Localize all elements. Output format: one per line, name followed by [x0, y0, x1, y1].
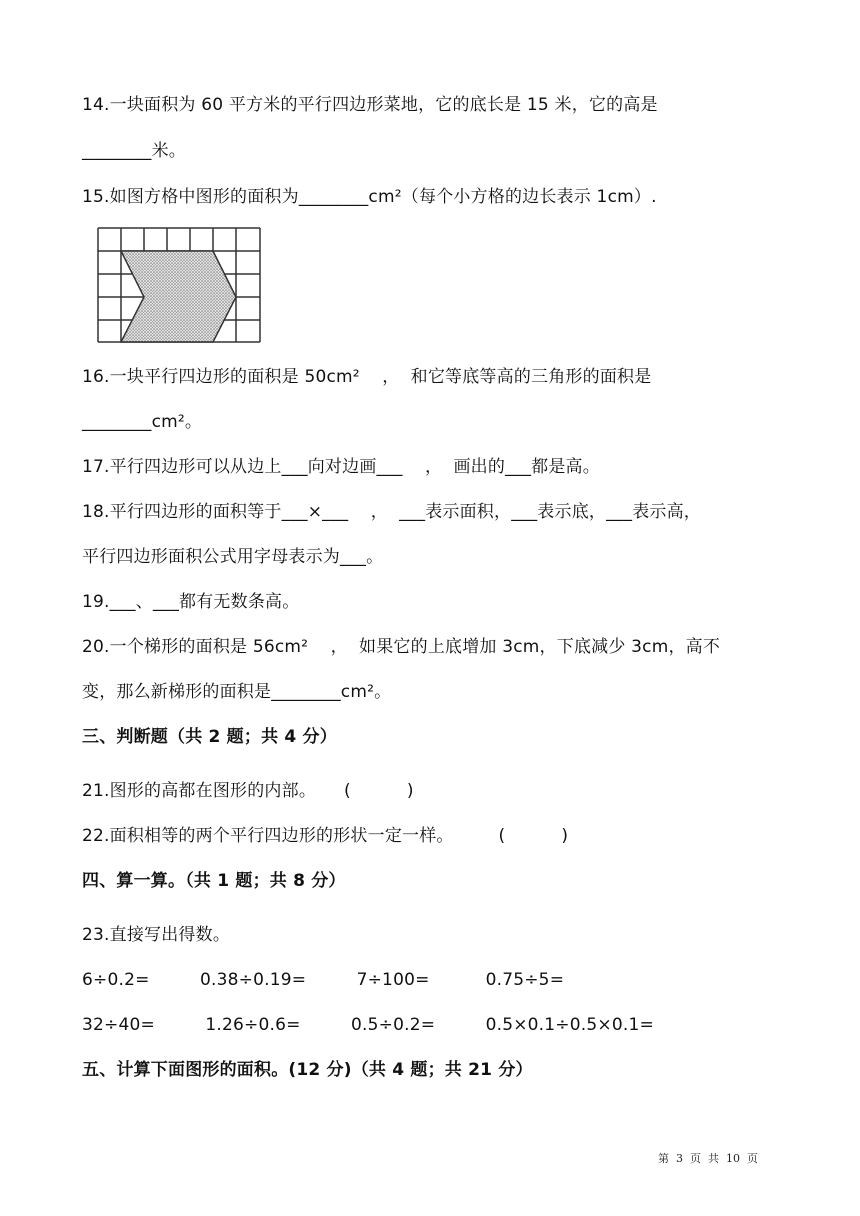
q21: 21.图形的高都在图形的内部。 ( ) [82, 781, 414, 801]
calc-row-2: 32÷40= 1.26÷0.6= 0.5÷0.2= 0.5×0.1÷0.5×0.1= [82, 1015, 654, 1035]
q18-line1: 18.平行四边形的面积等于___×___ ， ___表示面积，___表示底，___表示高， [82, 502, 702, 522]
section-3-heading: 三、判断题（共 2 题；共 4 分） [82, 727, 337, 747]
q18-line2: 平行四边形面积公式用字母表示为___。 [82, 547, 384, 567]
q17: 17.平行四边形可以从边上___向对边画___ ， 画出的___都是高。 [82, 457, 600, 477]
q23: 23.直接写出得数。 [82, 925, 231, 945]
q16-line2: ________cm²。 [82, 412, 203, 432]
page-footer: 第 3 页 共 10 页 [658, 1152, 758, 1165]
q14-line2: ________米。 [82, 141, 186, 161]
calc-row-1: 6÷0.2= 0.38÷0.19= 7÷100= 0.75÷5= [82, 970, 565, 990]
q15: 15.如图方格中图形的面积为________cm²（每个小方格的边长表示 1cm）. [82, 187, 657, 207]
q20-line1: 20.一个梯形的面积是 56cm² ， 如果它的上底增加 3cm，下底减少 3cm，高不 [82, 637, 721, 657]
grid-figure [96, 226, 262, 344]
q16-line1: 16.一块平行四边形的面积是 50cm² ， 和它等底等高的三角形的面积是 [82, 367, 652, 387]
q20-line2: 变，那么新梯形的面积是________cm²。 [82, 682, 392, 702]
q22: 22.面积相等的两个平行四边形的形状一定一样。 ( ) [82, 826, 569, 846]
section-4-heading: 四、算一算。（共 1 题；共 8 分） [82, 871, 346, 891]
q19: 19.___、___都有无数条高。 [82, 592, 300, 612]
q14-line1: 14.一块面积为 60 平方米的平行四边形菜地，它的底长是 15 米，它的高是 [82, 95, 658, 115]
section-5-heading: 五、计算下面图形的面积。(12 分)（共 4 题；共 21 分） [82, 1060, 533, 1080]
